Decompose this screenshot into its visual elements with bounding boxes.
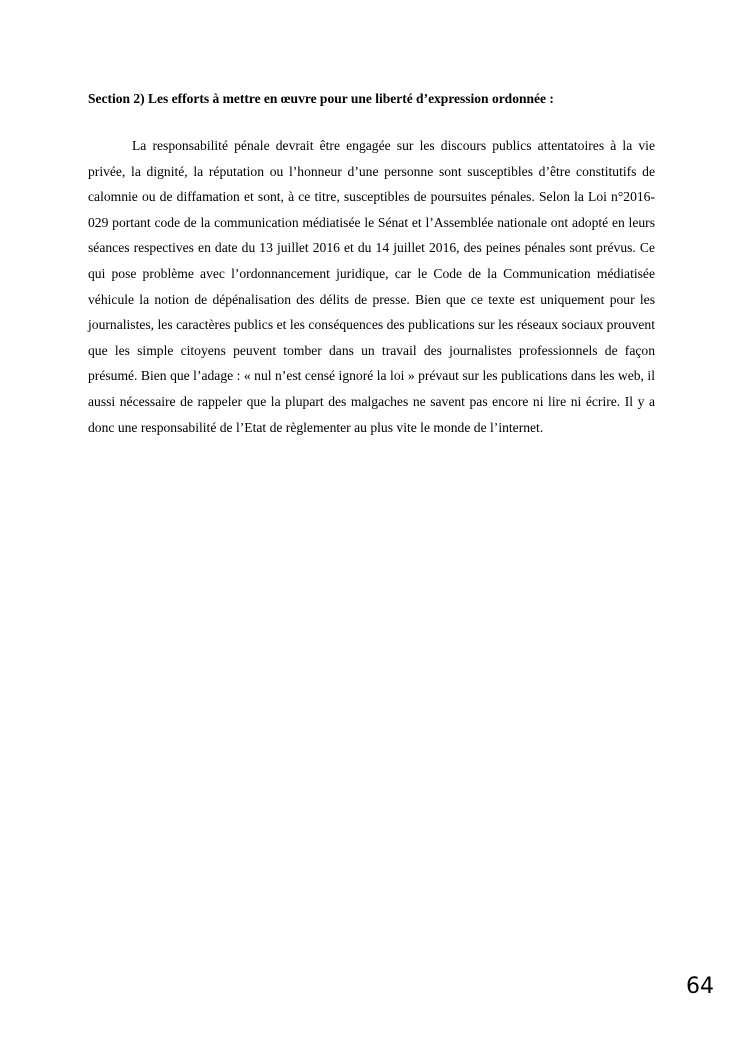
page-number: 64 [686,974,714,999]
body-paragraph: La responsabilité pénale devrait être engagée sur les discours publics attentatoires à la vie privée, la dignité, la réputation ou l’honneur d’une personne sont susceptibles d’être constitutifs de calomnie ou de diffamation et sont, à ce titre, susceptibles de poursuites pénales. Selon la Loi n°2016-029 portant code de la communication médiatisée le Sénat et l’Assemblée nationale ont adopté en leurs séances respectives en date du 13 juillet 2016 et du 14 juillet 2016, des peines pénales sont prévus. Ce qui pose problème avec l’ordonnancement juridique, car le Code de la Communication médiatisée véhicule la notion de dépénalisation des délits de presse. Bien que ce texte est uniquement pour les journalistes, les caractères publics et les conséquences des publications sur les réseaux sociaux prouvent que les simple citoyens peuvent tomber dans un travail des journalistes professionnels de façon présumé. Bien que l’adage : « nul n’est censé ignoré la loi » prévaut sur les publications dans les web, il aussi nécessaire de rappeler que la plupart des malgaches ne savent pas encore ni lire ni écrire. Il y a donc une responsabilité de l’Etat de règlementer au plus vite le monde de l’internet. [88,138,655,435]
section-heading: Section 2) Les efforts à mettre en œuvre pour une liberté d’expression ordonnée : [88,91,554,106]
